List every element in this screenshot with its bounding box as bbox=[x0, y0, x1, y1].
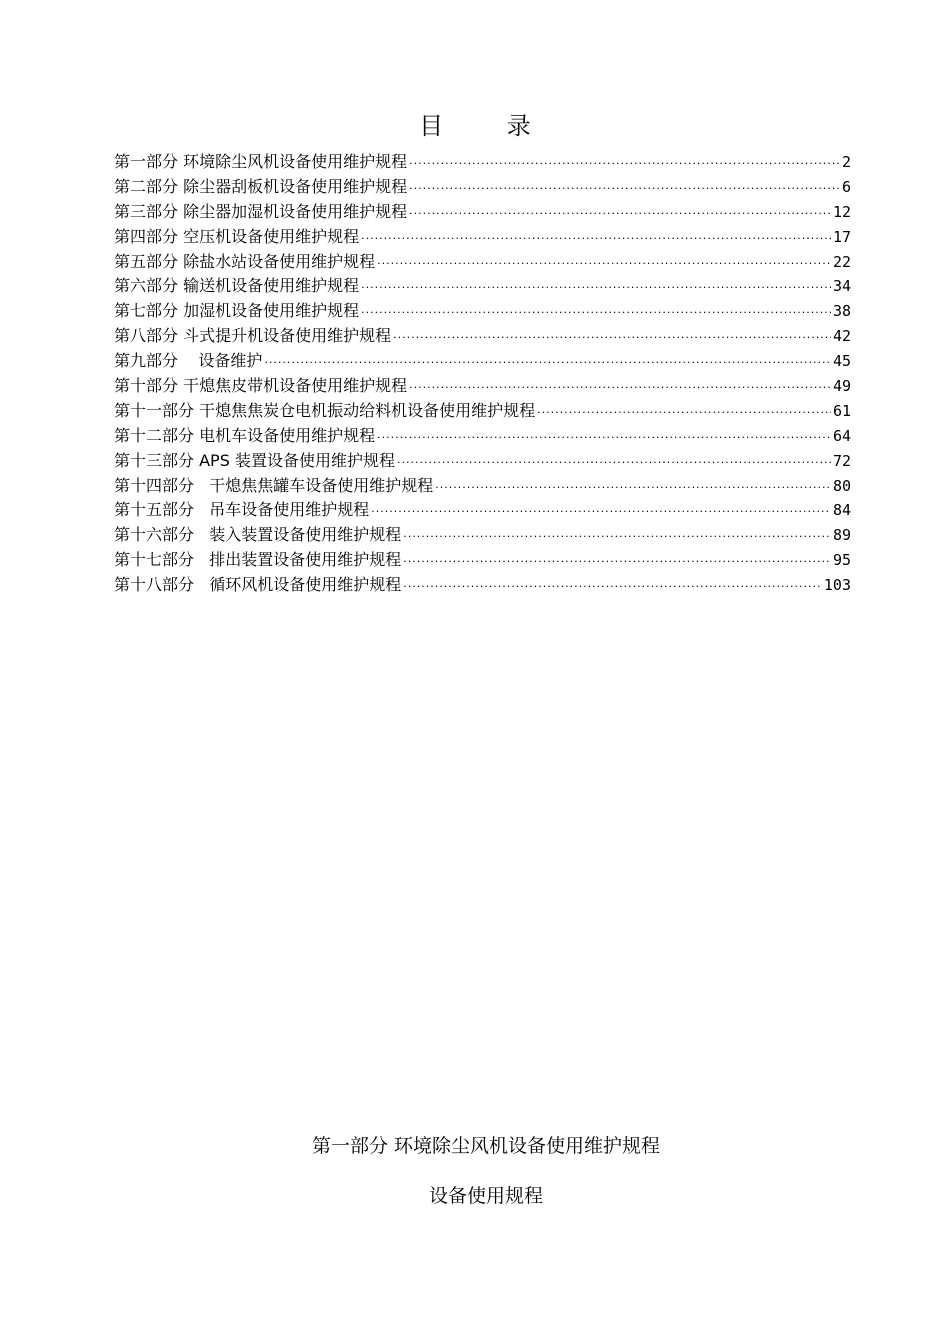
toc-entry-title: 干熄焦焦炭仓电机振动给料机设备使用维护规程 bbox=[199, 400, 536, 420]
toc-entry-part: 第九部分 bbox=[114, 351, 179, 371]
toc-entry-page: 38 bbox=[832, 302, 851, 321]
toc-entry-page: 6 bbox=[841, 177, 851, 196]
toc-leader-dots bbox=[377, 252, 831, 277]
toc-entry-part: 第四部分 bbox=[114, 226, 179, 246]
toc-leader-dots bbox=[403, 525, 831, 550]
toc-entry[interactable] bbox=[114, 474, 851, 499]
toc-entry[interactable] bbox=[114, 299, 851, 324]
toc-entry-page: 22 bbox=[832, 252, 851, 271]
toc-entry-title: 干熄焦焦罐车设备使用维护规程 bbox=[209, 475, 434, 495]
toc-leader-dots bbox=[361, 227, 831, 252]
toc-entry-title: 除尘器加湿机设备使用维护规程 bbox=[183, 201, 408, 221]
toc-entry[interactable] bbox=[114, 548, 851, 573]
toc-entry[interactable] bbox=[114, 523, 851, 548]
toc-entry-page: 45 bbox=[832, 352, 851, 371]
toc-entry-title: APS 装置设备使用维护规程 bbox=[199, 450, 395, 470]
toc-entry-part: 第二部分 bbox=[114, 176, 179, 196]
toc-entry-page: 103 bbox=[823, 576, 851, 595]
toc-entry[interactable] bbox=[114, 573, 851, 598]
toc-entry-title: 输送机设备使用维护规程 bbox=[183, 276, 360, 296]
toc-entry-page: 95 bbox=[832, 551, 851, 570]
toc-entry-title: 电机车设备使用维护规程 bbox=[199, 425, 376, 445]
toc-entry-title: 加湿机设备使用维护规程 bbox=[183, 301, 360, 321]
toc-entry[interactable] bbox=[114, 424, 851, 449]
toc-leader-dots bbox=[403, 550, 831, 575]
toc-leader-dots bbox=[409, 152, 840, 177]
toc-entry-part: 第一部分 bbox=[114, 152, 179, 171]
toc-entry-page: 84 bbox=[832, 501, 851, 520]
toc-entry-title: 斗式提升机设备使用维护规程 bbox=[183, 326, 392, 346]
toc-leader-dots bbox=[409, 376, 831, 401]
toc-entry-title: 环境除尘风机设备使用维护规程 bbox=[183, 152, 408, 171]
toc-entry[interactable] bbox=[114, 175, 851, 200]
toc-entry-page: 89 bbox=[832, 526, 851, 545]
toc-leader-dots bbox=[264, 351, 831, 376]
toc-entry-title: 循环风机设备使用维护规程 bbox=[209, 575, 402, 595]
toc-entry[interactable] bbox=[114, 399, 851, 424]
toc-leader-dots bbox=[393, 326, 831, 351]
toc-entry-page: 2 bbox=[841, 153, 851, 171]
toc-entry-page: 64 bbox=[832, 426, 851, 445]
toc-entry[interactable] bbox=[114, 374, 851, 399]
toc-leader-dots bbox=[409, 177, 840, 202]
toc-entry-part: 第十三部分 bbox=[114, 450, 195, 470]
toc-entry-title: 吊车设备使用维护规程 bbox=[209, 500, 370, 520]
toc-entry-page: 34 bbox=[832, 277, 851, 296]
toc-entry-page: 49 bbox=[832, 377, 851, 396]
toc-entry-page: 17 bbox=[832, 227, 851, 246]
toc-entry[interactable] bbox=[114, 150, 851, 175]
section-subheading: 设备使用规程 bbox=[428, 1185, 543, 1207]
toc-entry-part: 第十七部分 bbox=[114, 550, 195, 570]
toc-entry-page: 12 bbox=[832, 202, 851, 221]
toc-entry-title: 空压机设备使用维护规程 bbox=[183, 226, 360, 246]
toc-leader-dots bbox=[435, 476, 831, 501]
toc-entry[interactable] bbox=[114, 200, 851, 225]
toc-entry[interactable] bbox=[114, 274, 851, 299]
toc-entry-part: 第五部分 bbox=[114, 251, 179, 271]
toc-entry-page: 80 bbox=[832, 476, 851, 495]
toc-entry[interactable] bbox=[114, 349, 851, 374]
toc-leader-dots bbox=[397, 451, 831, 476]
toc-leader-dots bbox=[409, 202, 831, 227]
toc-leader-dots bbox=[403, 575, 822, 600]
toc-leader-dots bbox=[377, 426, 831, 451]
toc-entry-part: 第十五部分 bbox=[114, 500, 195, 520]
toc-entry[interactable] bbox=[114, 225, 851, 250]
toc-entry-part: 第十一部分 bbox=[114, 400, 195, 420]
toc-entry-page: 72 bbox=[832, 451, 851, 470]
toc-entry-part: 第八部分 bbox=[114, 326, 179, 346]
toc-entry-title: 除盐水站设备使用维护规程 bbox=[183, 251, 376, 271]
toc-entry-part: 第十二部分 bbox=[114, 425, 195, 445]
toc-leader-dots bbox=[361, 301, 831, 326]
toc-entry-title: 装入装置设备使用维护规程 bbox=[209, 525, 402, 545]
section-heading: 第一部分 环境除尘风机设备使用维护规程 bbox=[311, 1135, 661, 1157]
toc-entry-title: 排出装置设备使用维护规程 bbox=[209, 550, 402, 570]
toc-title: 目 录 bbox=[419, 112, 559, 140]
toc-entry-part: 第十部分 bbox=[114, 376, 179, 396]
toc-entry-part: 第六部分 bbox=[114, 276, 179, 296]
toc-entry-part: 第十四部分 bbox=[114, 475, 195, 495]
toc-entry[interactable] bbox=[114, 449, 851, 474]
toc-leader-dots bbox=[371, 500, 831, 525]
toc-entry-part: 第十六部分 bbox=[114, 525, 195, 545]
toc-leader-dots bbox=[361, 276, 831, 301]
toc-entry-title: 干熄焦皮带机设备使用维护规程 bbox=[183, 376, 408, 396]
toc-entry[interactable] bbox=[114, 324, 851, 349]
toc-entry-part: 第三部分 bbox=[114, 201, 179, 221]
toc-entry-page: 61 bbox=[832, 401, 851, 420]
toc-entry-title: 设备维护 bbox=[198, 351, 263, 371]
toc-leader-dots bbox=[537, 401, 831, 426]
toc-entry-title: 除尘器刮板机设备使用维护规程 bbox=[183, 176, 408, 196]
toc-list bbox=[114, 150, 851, 598]
toc-entry[interactable] bbox=[114, 250, 851, 275]
toc-entry-part: 第十八部分 bbox=[114, 575, 195, 595]
toc-entry-part: 第七部分 bbox=[114, 301, 179, 321]
toc-entry[interactable] bbox=[114, 498, 851, 523]
toc-entry-page: 42 bbox=[832, 327, 851, 346]
